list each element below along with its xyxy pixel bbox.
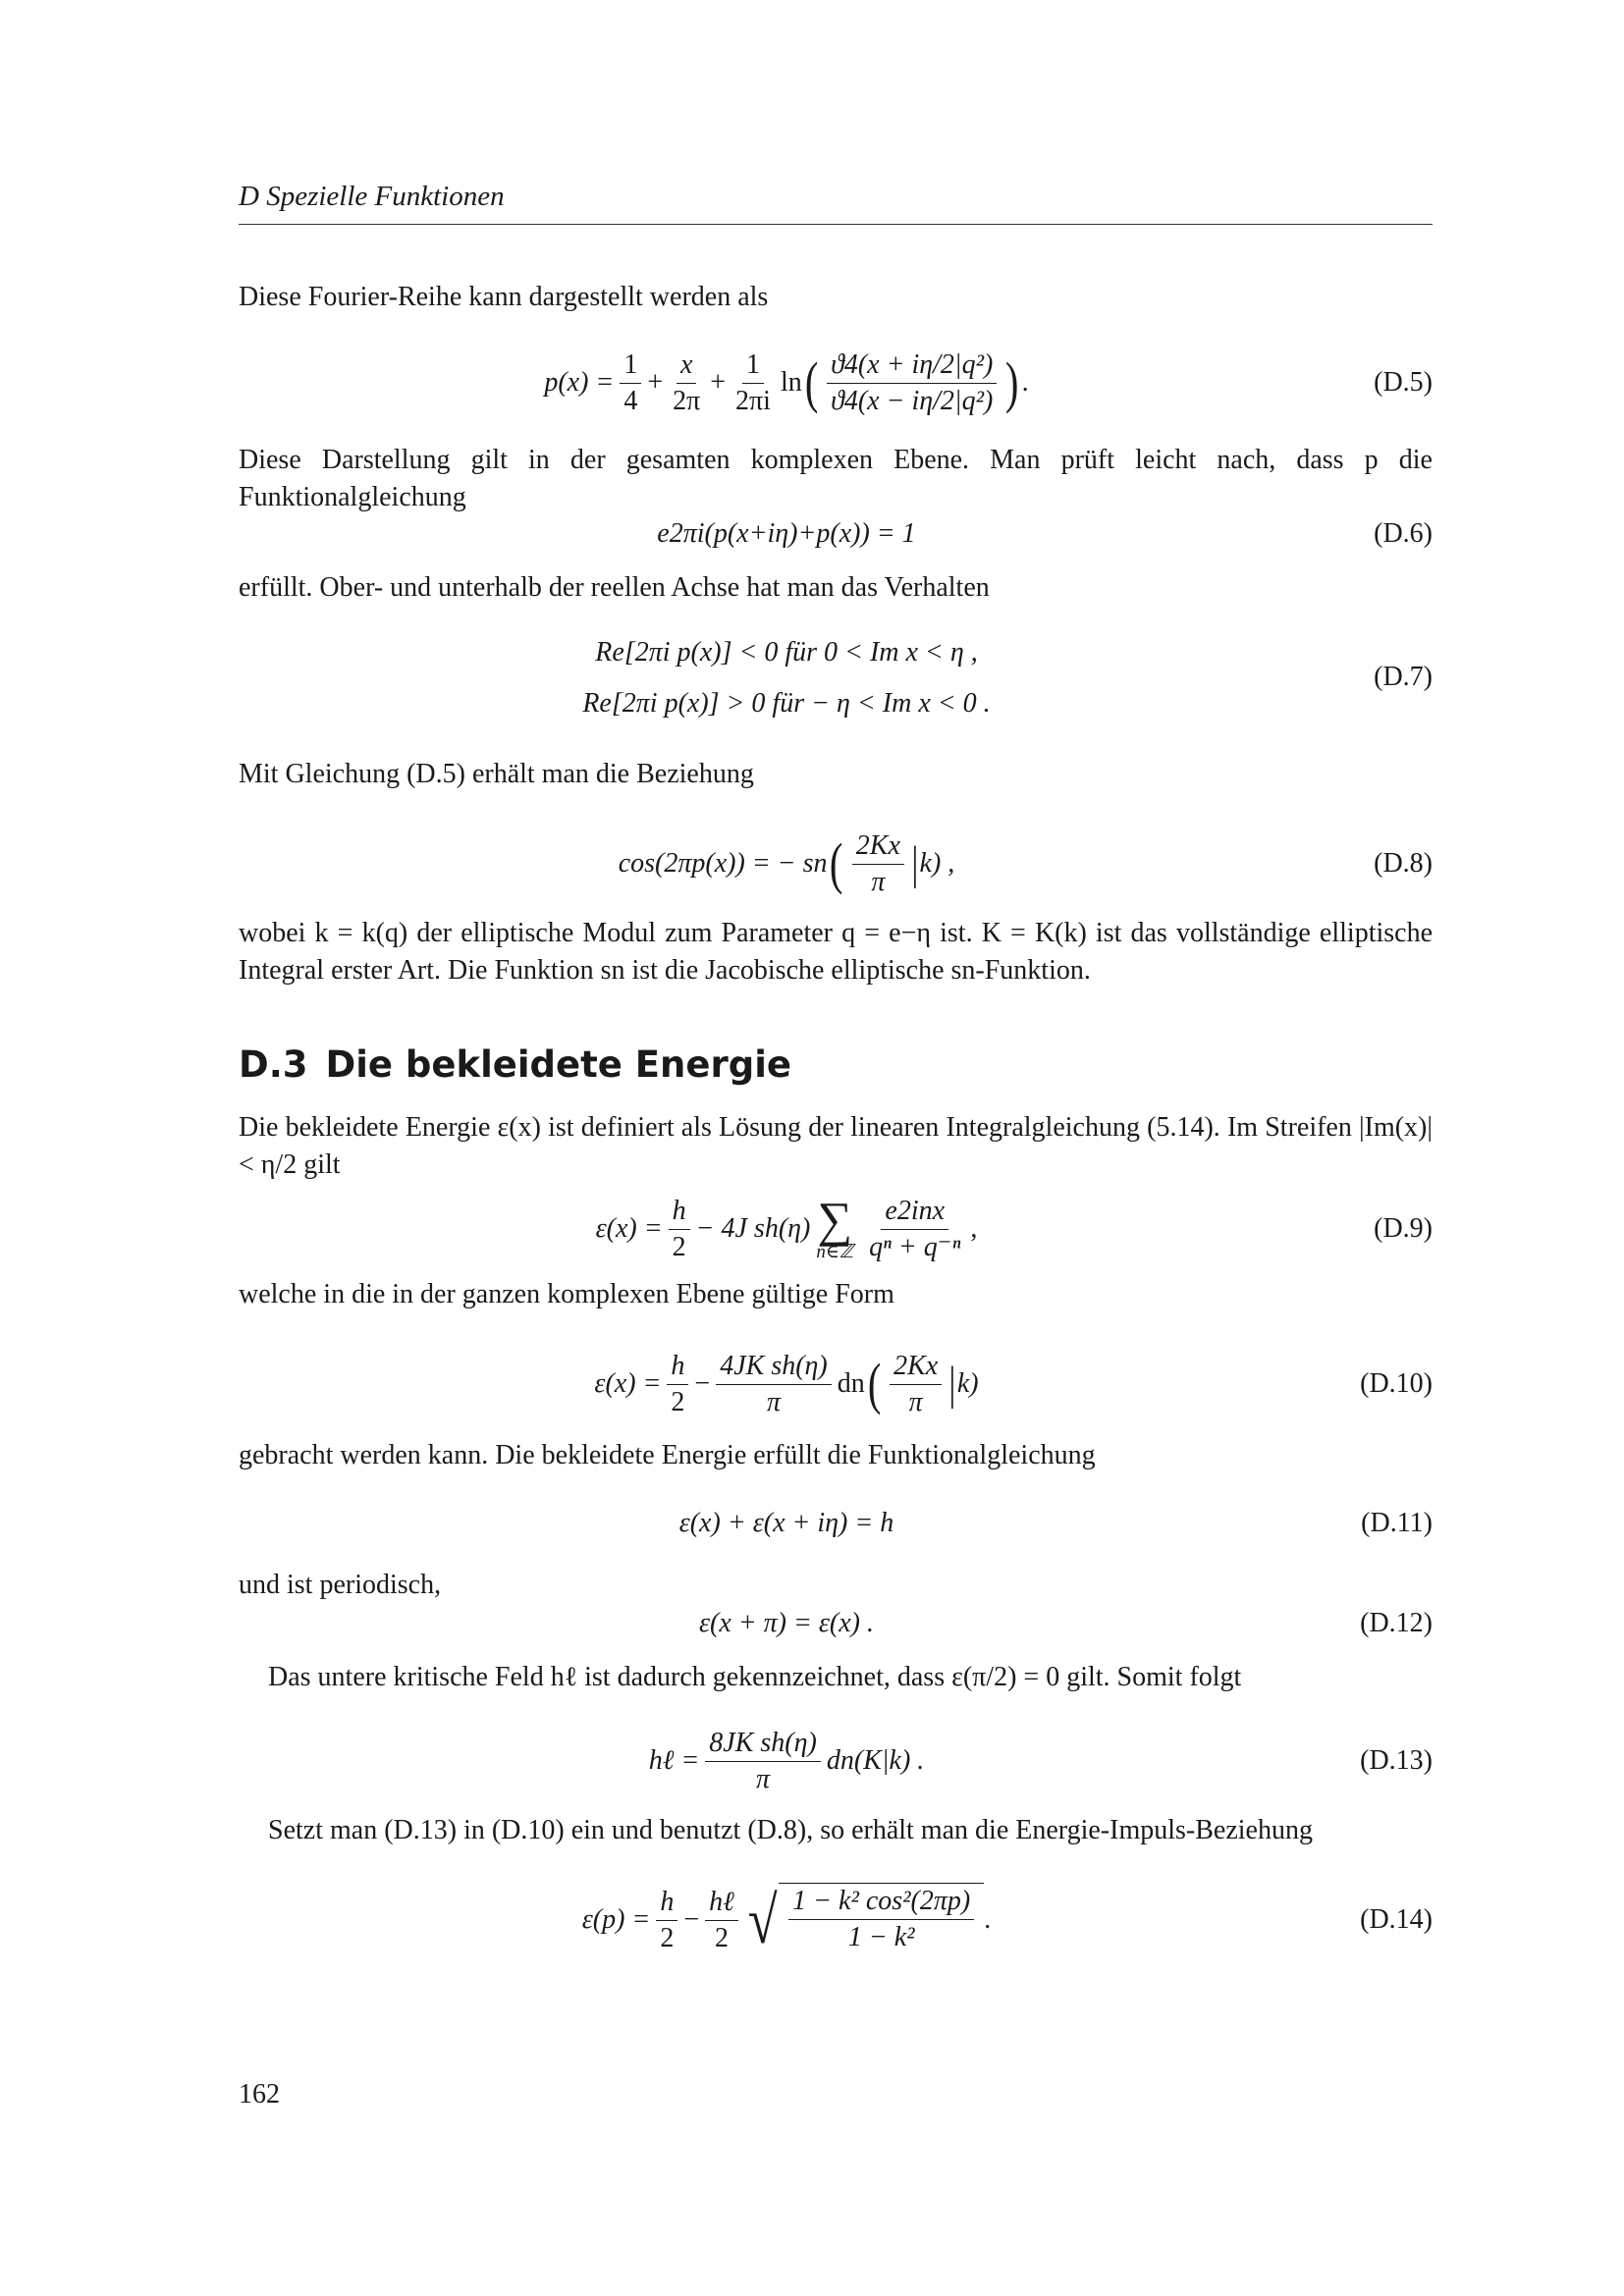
equation-d8: cos(2πp(x)) = − sn ( $\frac{2Kx}{\pi}$ | k) , (D.8) xyxy=(618,829,1433,897)
eq-d7-number: (D.7) xyxy=(1374,662,1433,692)
eq-d6-number: (D.6) xyxy=(1374,518,1433,549)
equation-d13: hℓ = $\frac{\text{8JK sh(η)}}{\pi}$ dn(K|k) . (D.13) xyxy=(648,1727,1433,1794)
eq-d8-tail: k) , xyxy=(919,848,955,879)
eq-d14-lhs: ε(p) = xyxy=(581,1904,651,1935)
eq-d10-number: (D.10) xyxy=(1360,1368,1433,1399)
equation-d10: ε(x) = $\frac{h}{2}$ − $\frac{\text{4JK sh(η)}}{\pi}$ dn ( $\frac{2Kx}{\pi}$ | k) (D.10) xyxy=(594,1350,1433,1417)
header-title: D Spezielle Funktionen xyxy=(239,181,505,212)
paragraph-intro: Diese Fourier-Reihe kann dargestellt werden als xyxy=(239,282,769,312)
eq-d5-ln: ln xyxy=(780,367,802,398)
eq-d5-number: (D.5) xyxy=(1374,367,1433,398)
eq-d7-line1: Re[2πi p(x)] < 0 für 0 < Im x < η , xyxy=(595,637,978,667)
eq-d5-frac4: $\frac{\text{ϑ4(x + iη/2|q²)}}{\text{ϑ4(x − iη/2|q²)}}$ xyxy=(827,349,997,417)
eq-d11-expr: ε(x) + ε(x + iη) = h xyxy=(678,1508,894,1538)
eq-d8-frac: $\frac{2Kx}{\pi}$ xyxy=(852,830,904,898)
section-title: Die bekleidete Energie xyxy=(325,1043,791,1086)
equation-d6 xyxy=(239,514,1433,554)
equation-d9: ε(x) = $\frac{h}{2}$ − 4J sh(η) ∑ n∈ℤ $\frac{\text{e2inx}}{\text{qⁿ + q⁻ⁿ}}$ , (D.9) xyxy=(595,1192,1433,1262)
eq-d5-lhs: p(x) = xyxy=(544,367,615,398)
equation-d14: ε(p) = $\frac{h}{2}$ − $\frac{\text{hℓ}}{2}$ √ $\frac{\text{1 − k² cos²(2πp)}}{\text{1 − k²}}$ . (D.14) xyxy=(581,1883,1433,1957)
section-number: D.3 xyxy=(239,1043,308,1086)
eq-d7-line2: Re[2πi p(x)] > 0 für − η < Im x < 0 . xyxy=(582,688,991,719)
eq-d9-frac2: $\frac{\text{e2inx}}{\text{qⁿ + q⁻ⁿ}}$ xyxy=(869,1195,961,1262)
eq-d13-number: (D.13) xyxy=(1360,1745,1433,1776)
paragraph-beziehung: Mit Gleichung (D.5) erhält man die Beziehung xyxy=(239,759,754,789)
equation-d5: p(x) = $\frac{1}{4}$ + $\frac{x}{2\pi}$ + $\frac{1}{2\pi i}$ ln ( $\frac{\text{ϑ4(x + iη/2|q²)}}{\text{ϑ4(x − iη/2|q²)}}$ ) . (D.5) xyxy=(544,348,1433,416)
page-number: 162 xyxy=(239,2079,280,2109)
eq-d12-number: (D.12) xyxy=(1360,1608,1433,1638)
paragraph-form: welche in die in der ganzen komplexen Ebene gültige Form xyxy=(239,1279,894,1309)
eq-d14-number: (D.14) xyxy=(1360,1904,1433,1935)
eq-d10-lhs: ε(x) = xyxy=(594,1368,662,1399)
paragraph-darstellung: Diese Darstellung gilt in der gesamten komplexen Ebene. Man prüft leicht nach, dass p die Funktionalgleichung xyxy=(239,445,1433,512)
running-header xyxy=(239,177,1433,225)
paragraph-energie-impuls: Setzt man (D.13) in (D.10) ein und benutzt (D.8), so erhält man die Energie-Impuls-Beziehung xyxy=(268,1815,1313,1845)
eq-d11-number: (D.11) xyxy=(1361,1508,1433,1538)
eq-d9-lhs: ε(x) = xyxy=(595,1213,663,1244)
section-heading xyxy=(239,1043,791,1086)
paragraph-verhalten: erfüllt. Ober- und unterhalb der reellen Achse hat man das Verhalten xyxy=(239,572,990,603)
paragraph-modul: wobei k = k(q) der elliptische Modul zum Parameter q = e−η ist. K = K(k) ist das vollständige elliptische Integral erster Art. Die Funktion sn ist die Jacobische elliptische sn-Funktion. xyxy=(239,918,1433,986)
eq-d5-frac2: $\frac{x}{2\pi}$ xyxy=(673,348,701,416)
eq-d5-frac1: $\frac{1}{4}$ xyxy=(620,349,641,417)
eq-d5-frac3: $\frac{1}{2\pi i}$ xyxy=(735,348,771,416)
eq-d6-expr: e2πi(p(x+iη)+p(x)) = 1 xyxy=(657,518,916,549)
equation-d7 xyxy=(239,624,1433,732)
eq-d8-number: (D.8) xyxy=(1374,848,1433,879)
paragraph-kritisches-feld: Das untere kritische Feld hℓ ist dadurch gekennzeichnet, dass ε(π/2) = 0 gilt. Somit folgt xyxy=(268,1662,1242,1692)
eq-d12-expr: ε(x + π) = ε(x) . xyxy=(698,1608,875,1638)
equation-d11 xyxy=(239,1504,1433,1543)
eq-d9-frac: $\frac{h}{2}$ xyxy=(669,1196,690,1263)
paragraph-funktionalgleichung: gebracht werden kann. Die bekleidete Energie erfüllt die Funktionalgleichung xyxy=(239,1440,1096,1470)
paragraph-periodisch: und ist periodisch, xyxy=(239,1570,442,1600)
eq-d10-frac3: $\frac{2Kx}{\pi}$ xyxy=(890,1351,942,1418)
eq-d9-number: (D.9) xyxy=(1374,1213,1433,1244)
eq-d14-sqrt: √ $\frac{\text{1 − k² cos²(2πp)}}{\text{1 − k²}}$ xyxy=(744,1883,984,1957)
eq-d10-frac2: $\frac{\text{4JK sh(η)}}{\pi}$ xyxy=(716,1351,832,1418)
eq-d9-sum: ∑ n∈ℤ xyxy=(816,1192,854,1262)
equation-d12 xyxy=(239,1604,1433,1643)
eq-d14-frac1: $\frac{h}{2}$ xyxy=(656,1887,677,1954)
eq-d10-frac1: $\frac{h}{2}$ xyxy=(667,1351,688,1418)
paragraph-bekleidete-energie: Die bekleidete Energie ε(x) ist definiert als Lösung der linearen Integralgleichung (5.14). Im Streifen |Im(x)| < η/2 gilt xyxy=(239,1112,1433,1180)
eq-d13-lhs: hℓ = xyxy=(648,1745,700,1776)
eq-d13-frac: $\frac{\text{8JK sh(η)}}{\pi}$ xyxy=(705,1728,821,1795)
eq-d14-frac2: $\frac{\text{hℓ}}{2}$ xyxy=(705,1887,738,1954)
eq-d8-lhs: cos(2πp(x)) = − sn xyxy=(618,848,828,879)
